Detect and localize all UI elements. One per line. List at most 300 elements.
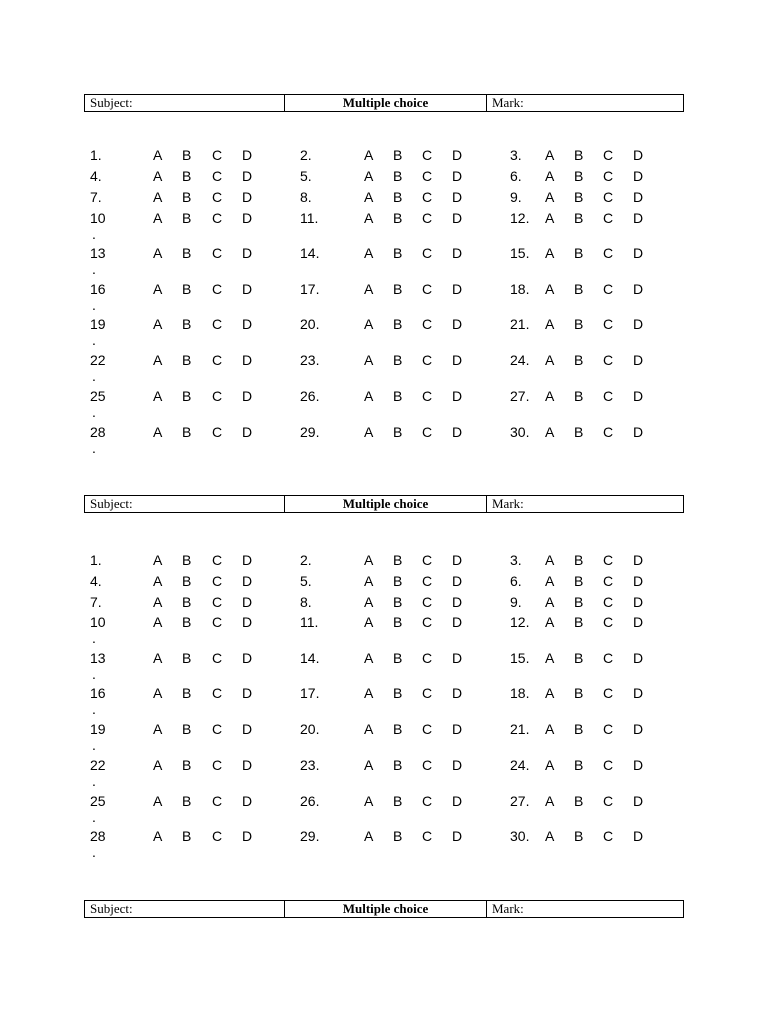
answer-option[interactable]: A [545,614,555,630]
answer-option[interactable]: C [212,793,223,809]
answer-option[interactable]: B [182,388,192,404]
answer-option[interactable]: A [153,685,163,701]
mark-field[interactable]: Mark: [492,95,524,110]
answer-option[interactable]: C [422,281,433,297]
answer-option[interactable]: C [603,757,614,773]
question-number: 13 [90,650,106,666]
answer-option[interactable]: B [182,168,192,184]
answer-option[interactable]: B [182,573,192,589]
answer-option[interactable]: A [364,245,374,261]
question-number: 20. [300,721,320,737]
question-number: 26. [300,793,320,809]
answer-option[interactable]: A [364,828,374,844]
answer-option[interactable]: C [212,757,223,773]
wrapped-number-dot: . [92,773,96,789]
answer-option[interactable]: D [242,424,253,440]
answer-option[interactable]: A [153,245,163,261]
sheet-title: Multiple choice [285,901,487,917]
answer-option[interactable]: B [574,316,584,332]
answer-option[interactable]: A [364,650,374,666]
answer-option[interactable]: B [574,828,584,844]
answer-option[interactable]: C [603,721,614,737]
answer-option[interactable]: D [633,594,644,610]
question-number: 9. [510,189,522,205]
answer-option[interactable]: B [574,793,584,809]
answer-option[interactable]: A [364,424,374,440]
answer-option[interactable]: D [242,552,253,568]
answer-option[interactable]: B [393,189,403,205]
answer-option[interactable]: D [242,210,253,226]
answer-option[interactable]: C [212,388,223,404]
answer-option[interactable]: D [633,793,644,809]
answer-option[interactable]: A [364,210,374,226]
answer-option[interactable]: B [393,388,403,404]
answer-option[interactable]: C [603,316,614,332]
answer-option[interactable]: B [393,281,403,297]
question-number: 30. [510,424,530,440]
answer-option[interactable]: D [242,594,253,610]
answer-option[interactable]: D [633,210,644,226]
answer-option[interactable]: A [545,552,555,568]
question-number: 23. [300,757,320,773]
answer-option[interactable]: D [242,685,253,701]
answer-option[interactable]: D [242,316,253,332]
answer-option[interactable]: A [545,388,555,404]
answer-option[interactable]: C [212,685,223,701]
wrapped-number-dot: . [92,844,96,860]
question-number: 18. [510,281,530,297]
question-number: 2. [300,147,312,163]
answer-option[interactable]: A [364,189,374,205]
answer-option[interactable]: B [393,828,403,844]
question-number: 21. [510,721,530,737]
answer-option[interactable]: D [242,147,253,163]
answer-option[interactable]: B [574,650,584,666]
answer-option[interactable]: A [153,210,163,226]
answer-option[interactable]: D [452,147,463,163]
answer-option[interactable]: D [452,757,463,773]
answer-option[interactable]: A [153,757,163,773]
answer-option[interactable]: A [153,388,163,404]
answer-option[interactable]: C [422,757,433,773]
answer-option[interactable]: B [393,594,403,610]
question-number: 16 [90,685,106,701]
answer-option[interactable]: C [603,650,614,666]
answer-option[interactable]: C [603,168,614,184]
answer-option[interactable]: D [242,352,253,368]
answer-option[interactable]: B [182,685,192,701]
answer-option[interactable]: B [182,793,192,809]
answer-option[interactable]: A [153,189,163,205]
answer-option[interactable]: D [633,147,644,163]
answer-option[interactable]: B [182,721,192,737]
answer-option[interactable]: B [393,245,403,261]
answer-option[interactable]: C [422,828,433,844]
answer-option[interactable]: D [452,721,463,737]
answer-option[interactable]: B [182,594,192,610]
answer-option[interactable]: A [545,650,555,666]
question-number: 22 [90,352,106,368]
answer-option[interactable]: A [364,168,374,184]
answer-option[interactable]: A [153,281,163,297]
wrapped-number-dot: . [92,404,96,420]
wrapped-number-dot: . [92,297,96,313]
answer-option[interactable]: A [364,793,374,809]
answer-option[interactable]: C [422,316,433,332]
answer-option[interactable]: D [452,424,463,440]
answer-option[interactable]: B [574,168,584,184]
answer-option[interactable]: D [242,650,253,666]
answer-option[interactable]: C [603,424,614,440]
answer-option[interactable]: A [153,828,163,844]
answer-option[interactable]: D [452,650,463,666]
answer-option[interactable]: A [364,573,374,589]
answer-option[interactable]: C [212,424,223,440]
answer-option[interactable]: D [633,685,644,701]
subject-field[interactable]: Subject: [85,496,285,512]
question-number: 28 [90,828,106,844]
answer-option[interactable]: A [153,424,163,440]
answer-option[interactable]: C [603,552,614,568]
answer-option[interactable]: B [393,573,403,589]
answer-option[interactable]: B [574,147,584,163]
answer-option[interactable]: A [545,793,555,809]
question-number: 27. [510,388,530,404]
answer-option[interactable]: C [212,828,223,844]
answer-option[interactable]: B [393,757,403,773]
answer-option[interactable]: A [364,614,374,630]
question-number: 19 [90,721,106,737]
answer-option[interactable]: C [212,721,223,737]
answer-option[interactable]: C [603,189,614,205]
question-number: 28 [90,424,106,440]
answer-option[interactable]: C [603,245,614,261]
answer-option[interactable]: B [574,573,584,589]
answer-option[interactable]: D [452,168,463,184]
answer-option[interactable]: B [574,210,584,226]
question-number: 12. [510,210,530,226]
answer-option[interactable]: A [153,614,163,630]
answer-option[interactable]: D [242,793,253,809]
answer-option[interactable]: C [603,281,614,297]
question-number: 17. [300,281,320,297]
answer-option[interactable]: D [633,316,644,332]
answer-option[interactable]: C [422,147,433,163]
answer-option[interactable]: C [603,828,614,844]
answer-option[interactable]: B [182,245,192,261]
answer-option[interactable]: C [603,573,614,589]
answer-option[interactable]: A [545,594,555,610]
question-number: 15. [510,650,530,666]
answer-option[interactable]: B [182,614,192,630]
answer-option[interactable]: D [633,388,644,404]
answer-option[interactable]: A [364,685,374,701]
answer-option[interactable]: D [452,388,463,404]
wrapped-number-dot: . [92,666,96,682]
answer-option[interactable]: D [242,168,253,184]
question-number: 19 [90,316,106,332]
answer-option[interactable]: D [452,793,463,809]
question-number: 4. [90,573,102,589]
answer-option[interactable]: D [452,828,463,844]
wrapped-number-dot: . [92,368,96,384]
answer-option[interactable]: A [153,573,163,589]
answer-option[interactable]: C [603,352,614,368]
header-table-1 [84,94,684,112]
answer-option[interactable]: C [212,552,223,568]
answer-option[interactable]: D [452,614,463,630]
answer-option[interactable]: B [574,721,584,737]
answer-option[interactable]: B [574,614,584,630]
answer-option[interactable]: C [422,552,433,568]
answer-option[interactable]: A [153,352,163,368]
answer-option[interactable]: A [545,316,555,332]
answer-option[interactable]: B [574,189,584,205]
answer-option[interactable]: D [242,614,253,630]
answer-option[interactable]: A [545,168,555,184]
answer-option[interactable]: A [545,573,555,589]
answer-option[interactable]: C [422,352,433,368]
answer-option[interactable]: C [212,594,223,610]
answer-option[interactable]: C [212,352,223,368]
answer-option[interactable]: A [545,245,555,261]
answer-option[interactable]: B [393,168,403,184]
answer-option[interactable]: B [182,828,192,844]
answer-option[interactable]: A [153,721,163,737]
answer-option[interactable]: C [422,721,433,737]
question-number: 8. [300,594,312,610]
answer-option[interactable]: A [153,594,163,610]
answer-option[interactable]: C [603,210,614,226]
answer-option[interactable]: B [182,210,192,226]
answer-option[interactable]: D [242,388,253,404]
answer-option[interactable]: D [633,352,644,368]
answer-option[interactable]: B [574,388,584,404]
answer-option[interactable]: C [422,614,433,630]
answer-option[interactable]: C [212,245,223,261]
answer-option[interactable]: B [182,316,192,332]
answer-option[interactable]: C [212,573,223,589]
answer-option[interactable]: C [422,685,433,701]
answer-option[interactable]: D [633,650,644,666]
answer-option[interactable]: C [212,189,223,205]
question-number: 7. [90,189,102,205]
answer-option[interactable]: A [153,316,163,332]
question-number: 15. [510,245,530,261]
question-number: 11. [300,614,319,630]
answer-option[interactable]: C [422,594,433,610]
answer-option[interactable]: B [182,281,192,297]
answer-option[interactable]: C [422,650,433,666]
answer-option[interactable]: B [182,189,192,205]
answer-option[interactable]: D [633,552,644,568]
answer-option[interactable]: B [393,721,403,737]
question-number: 25 [90,388,106,404]
answer-option[interactable]: B [393,650,403,666]
answer-option[interactable]: C [422,424,433,440]
answer-option[interactable]: C [422,210,433,226]
answer-option[interactable]: C [603,388,614,404]
answer-option[interactable]: B [393,210,403,226]
answer-option[interactable]: A [364,388,374,404]
question-number: 6. [510,573,522,589]
answer-option[interactable]: A [364,352,374,368]
answer-option[interactable]: C [603,614,614,630]
answer-option[interactable]: C [212,650,223,666]
answer-option[interactable]: D [633,281,644,297]
answer-option[interactable]: B [182,147,192,163]
answer-option[interactable]: A [545,721,555,737]
question-number: 13 [90,245,106,261]
answer-option[interactable]: B [182,352,192,368]
answer-option[interactable]: D [242,573,253,589]
answer-option[interactable]: D [242,189,253,205]
answer-option[interactable]: A [153,168,163,184]
answer-option[interactable]: A [153,650,163,666]
answer-option[interactable]: B [182,424,192,440]
answer-option[interactable]: B [574,281,584,297]
answer-option[interactable]: D [242,281,253,297]
question-number: 7. [90,594,102,610]
answer-option[interactable]: C [422,573,433,589]
answer-option[interactable]: D [452,594,463,610]
answer-option[interactable]: D [452,573,463,589]
mark-field[interactable]: Mark: [492,901,524,916]
answer-option[interactable]: C [212,168,223,184]
answer-option[interactable]: A [545,147,555,163]
answer-option[interactable]: B [574,245,584,261]
header-table-2 [84,495,684,513]
answer-option[interactable]: D [452,245,463,261]
answer-option[interactable]: A [364,721,374,737]
answer-option[interactable]: D [452,352,463,368]
answer-option[interactable]: C [603,147,614,163]
answer-option[interactable]: A [545,281,555,297]
answer-option[interactable]: D [452,552,463,568]
answer-option[interactable]: A [364,757,374,773]
answer-option[interactable]: A [364,147,374,163]
answer-option[interactable]: A [545,210,555,226]
answer-option[interactable]: A [545,352,555,368]
answer-option[interactable]: C [422,793,433,809]
answer-option[interactable]: B [182,757,192,773]
question-number: 30. [510,828,530,844]
answer-option[interactable]: D [452,316,463,332]
answer-option[interactable]: B [393,793,403,809]
answer-option[interactable]: B [393,147,403,163]
header-table-3 [84,900,684,918]
wrapped-number-dot: . [92,226,96,242]
answer-option[interactable]: D [633,245,644,261]
wrapped-number-dot: . [92,737,96,753]
mark-field[interactable]: Mark: [492,496,524,511]
wrapped-number-dot: . [92,332,96,348]
answer-option[interactable]: D [242,245,253,261]
answer-option[interactable]: B [393,685,403,701]
subject-field[interactable]: Subject: [85,901,285,917]
answer-option[interactable]: A [364,552,374,568]
answer-option[interactable]: C [422,388,433,404]
answer-option[interactable]: B [574,552,584,568]
answer-option[interactable]: B [393,614,403,630]
answer-option[interactable]: A [153,147,163,163]
answer-option[interactable]: A [364,594,374,610]
answer-option[interactable]: D [633,168,644,184]
answer-option[interactable]: B [574,424,584,440]
answer-option[interactable]: D [633,757,644,773]
answer-option[interactable]: C [422,168,433,184]
question-number: 6. [510,168,522,184]
question-number: 29. [300,828,320,844]
answer-option[interactable]: D [633,189,644,205]
answer-option[interactable]: B [574,594,584,610]
answer-option[interactable]: D [633,573,644,589]
question-number: 11. [300,210,319,226]
answer-option[interactable]: C [603,594,614,610]
question-number: 10 [90,614,106,630]
answer-option[interactable]: C [212,147,223,163]
question-number: 14. [300,245,320,261]
answer-option[interactable]: B [574,352,584,368]
question-number: 29. [300,424,320,440]
answer-option[interactable]: D [633,614,644,630]
answer-option[interactable]: C [212,614,223,630]
answer-option[interactable]: B [182,650,192,666]
answer-option[interactable]: B [574,757,584,773]
answer-option[interactable]: A [545,424,555,440]
answer-option[interactable]: D [452,281,463,297]
answer-option[interactable]: D [452,189,463,205]
answer-option[interactable]: A [545,757,555,773]
answer-option[interactable]: C [212,281,223,297]
answer-option[interactable]: D [633,828,644,844]
answer-option[interactable]: A [545,189,555,205]
answer-option[interactable]: D [242,757,253,773]
question-number: 21. [510,316,530,332]
answer-option[interactable]: A [545,828,555,844]
answer-option[interactable]: D [452,210,463,226]
answer-option[interactable]: C [212,316,223,332]
answer-option[interactable]: B [393,352,403,368]
question-number: 24. [510,757,530,773]
question-number: 18. [510,685,530,701]
answer-option[interactable]: C [603,685,614,701]
answer-option[interactable]: B [574,685,584,701]
answer-option[interactable]: B [182,552,192,568]
wrapped-number-dot: . [92,701,96,717]
answer-option[interactable]: B [393,316,403,332]
subject-field[interactable]: Subject: [85,95,285,111]
answer-option[interactable]: C [603,793,614,809]
answer-option[interactable]: D [452,685,463,701]
answer-option[interactable]: A [364,316,374,332]
answer-option[interactable]: A [364,281,374,297]
answer-option[interactable]: C [422,189,433,205]
answer-option[interactable]: D [242,721,253,737]
answer-option[interactable]: C [422,245,433,261]
answer-option[interactable]: A [545,685,555,701]
answer-option[interactable]: C [212,210,223,226]
answer-option[interactable]: D [633,424,644,440]
answer-option[interactable]: A [153,793,163,809]
answer-option[interactable]: B [393,424,403,440]
question-number: 3. [510,552,522,568]
answer-option[interactable]: D [633,721,644,737]
answer-option[interactable]: D [242,828,253,844]
answer-option[interactable]: B [393,552,403,568]
answer-option[interactable]: A [153,552,163,568]
question-number: 20. [300,316,320,332]
